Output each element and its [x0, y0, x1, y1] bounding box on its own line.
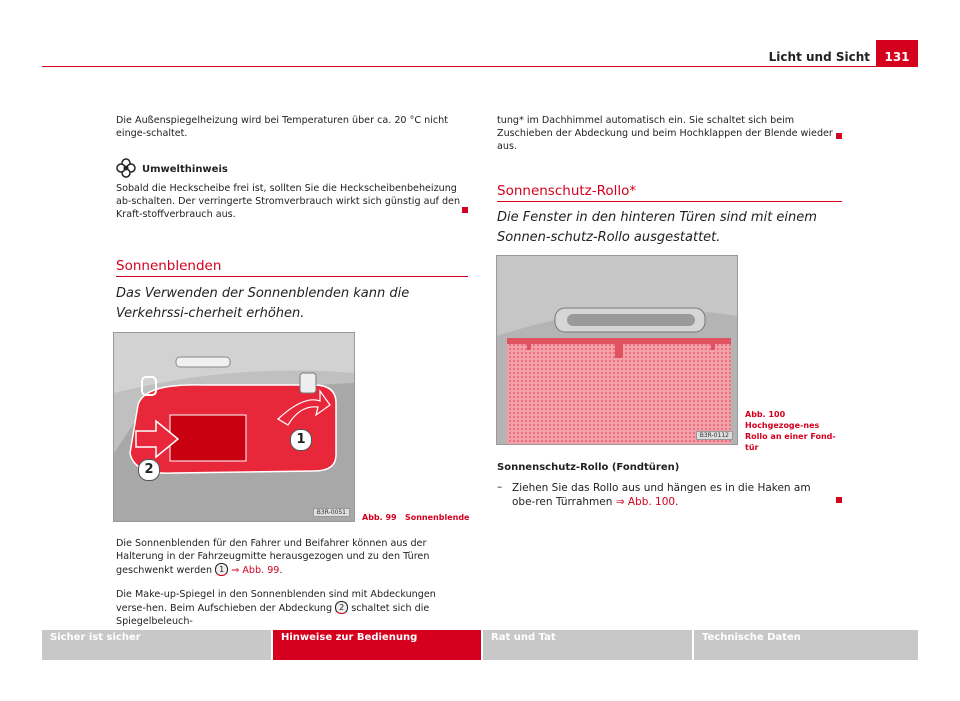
step-dash: –: [497, 481, 503, 493]
paragraph-text: schaltet sich die Spiegelbeleuch-: [116, 603, 430, 627]
callout-ref-2: 2: [335, 601, 348, 614]
section-heading-sun-visors: Sonnenblenden: [116, 258, 222, 274]
heading-rule: [497, 201, 842, 202]
section-lead-roller-blind: Die Fenster in den hinteren Türen sind mit einem Sonnen-schutz-Rollo ausgestattet.: [497, 210, 817, 245]
flower-icon: [116, 158, 136, 178]
figure-code: B3R-0051: [313, 508, 350, 517]
figure-caption-text: Hochgezoge-nes Rollo an einer Fond-tür: [745, 421, 836, 452]
figure-roller-blind: [496, 255, 738, 445]
figure-caption-text: Sonnenblende: [404, 513, 470, 522]
figure-link-99[interactable]: ⇒ Abb. 99: [231, 565, 280, 576]
section-lead-sun-visors: Das Verwenden der Sonnenblenden kann die Verkehrssi-cherheit erhöhen.: [116, 286, 410, 321]
punctuation: .: [675, 496, 679, 508]
intro-paragraph: Die Außenspiegelheizung wird bei Temperaturen über ca. 20 °C nicht einge-schaltet.: [116, 115, 448, 139]
figure-caption-99: [362, 512, 472, 523]
callout-2: 2: [138, 459, 160, 481]
section-end-marker: [462, 207, 468, 213]
header-rule: [42, 66, 918, 67]
footer-tab-advice[interactable]: Rat und Tat: [483, 630, 692, 660]
figure-code: B3R-0112: [696, 431, 733, 440]
sun-visor-paragraph-1: [116, 537, 468, 577]
footer-tab-safety[interactable]: Sicher ist sicher: [42, 630, 271, 660]
environment-note-text: Sobald die Heckscheibe frei ist, sollten Sie die Heckscheibenbeheizung ab-schalten. Der verringerte Stromverbrauch wirkt sich günstig auf den Kraft-stoffverbrauch aus.: [116, 183, 461, 220]
step-text: [512, 481, 812, 509]
punctuation: .: [279, 565, 283, 576]
page-number: 131: [876, 40, 918, 67]
callout-ref-1: 1: [215, 563, 228, 576]
running-header-title: Licht und Sicht: [768, 50, 870, 64]
section-heading-roller-blind: Sonnenschutz-Rollo*: [497, 183, 637, 199]
roller-blind-illustration: [497, 256, 737, 444]
heading-rule: [116, 276, 468, 277]
subheading-roller-blind: Sonnenschutz-Rollo (Fondtüren): [497, 462, 680, 473]
footer-tab-operation[interactable]: Hinweise zur Bedienung: [273, 630, 481, 660]
callout-1: 1: [290, 429, 312, 451]
section-end-marker: [836, 133, 842, 139]
figure-caption-number: Abb. 99: [362, 513, 397, 522]
sun-visor-paragraph-2: [116, 588, 468, 628]
environment-note-header: [116, 158, 476, 178]
paragraph-text: Ziehen Sie das Rollo aus und hängen es in die Haken am obe-ren Türrahmen: [512, 482, 811, 508]
figure-caption-number: Abb. 100: [745, 410, 786, 419]
paragraph-text: Die Make-up-Spiegel in den Sonnenblenden sind mit Abdeckungen verse-hen. Beim Aufschieben der Abdeckung: [116, 589, 436, 614]
figure-caption-100: [745, 409, 841, 453]
section-end-marker: [836, 497, 842, 503]
sun-visor-illustration: [114, 333, 354, 521]
continuation-paragraph: tung* im Dachhimmel automatisch ein. Sie schaltet sich beim Zuschieben der Abdeckung und beim Hochklappen der Blende wieder aus.: [497, 115, 833, 152]
figure-sun-visor: [113, 332, 355, 522]
paragraph-text: Die Sonnenblenden für den Fahrer und Beifahrer können aus der Halterung in der Fahrzeugmitte herausgezogen und zu den Türen geschwenkt werden: [116, 538, 430, 576]
figure-link-100[interactable]: ⇒ Abb. 100: [615, 496, 676, 508]
footer-tab-technical[interactable]: Technische Daten: [694, 630, 918, 660]
environment-note-title: Umwelthinweis: [142, 164, 228, 175]
